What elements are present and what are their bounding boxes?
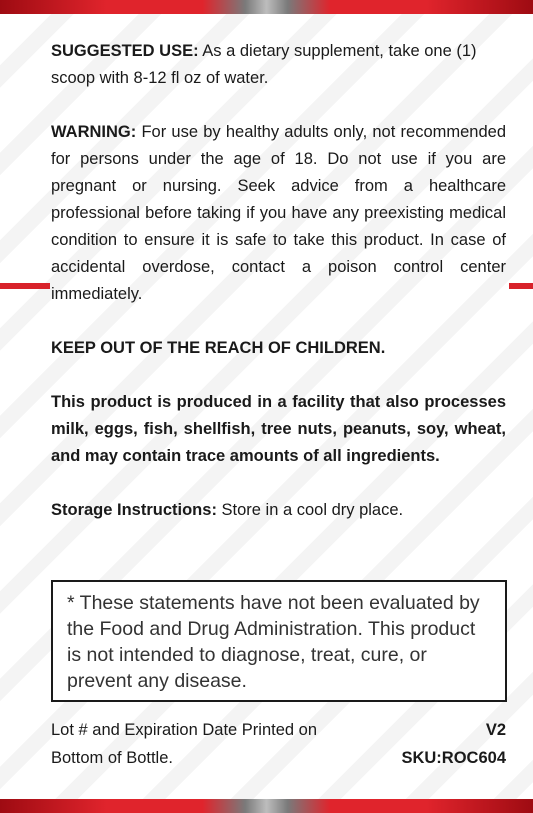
sku-code: SKU:ROC604 <box>401 749 506 767</box>
allergen-statement: This product is produced in a facility that also processes milk, eggs, fish, shellfish, tree nuts, peanuts, soy, wheat, and may contain trace amounts of all ingredients. <box>51 393 506 465</box>
label-text-panel <box>51 38 506 524</box>
keep-out-notice: KEEP OUT OF THE REACH OF CHILDREN. <box>51 339 386 357</box>
storage-heading: Storage Instructions: <box>51 501 217 519</box>
fda-disclaimer-box <box>51 580 507 702</box>
product-codes <box>401 716 506 772</box>
storage-paragraph <box>51 497 506 524</box>
right-red-accent <box>509 283 533 289</box>
lot-line-1: Lot # and Expiration Date Printed on <box>51 721 318 739</box>
top-accent-bar <box>0 0 533 14</box>
warning-paragraph <box>51 119 506 308</box>
bottom-accent-bar <box>0 799 533 813</box>
storage-text: Store in a cool dry place. <box>216 501 404 519</box>
version-code: V2 <box>485 721 506 739</box>
left-red-accent <box>0 283 50 289</box>
warning-text: For use by healthy adults only, not recommended for persons under the age of 18. Do not use if you are pregnant or nursing. Seek advice from a healthcare professional before taking if you have any preexisting medical condition to ensure it is safe to take this product. In case of accidental overdose, contact a poison control center immediately. <box>51 123 506 303</box>
lot-expiration-note <box>51 716 381 772</box>
lot-line-2: Bottom of Bottle. <box>51 749 173 767</box>
suggested-use-heading: SUGGESTED USE: <box>51 42 199 60</box>
fda-disclaimer-text: * These statements have not been evaluated by the Food and Drug Administration. This product is not intended to diagnose, treat, cure, or prevent any disease. <box>67 592 480 692</box>
warning-heading: WARNING: <box>51 123 137 141</box>
suggested-use-paragraph <box>51 38 506 92</box>
suggested-use-text: As a dietary supplement, take one (1) scoop with 8-12 fl oz of water. <box>51 42 477 87</box>
